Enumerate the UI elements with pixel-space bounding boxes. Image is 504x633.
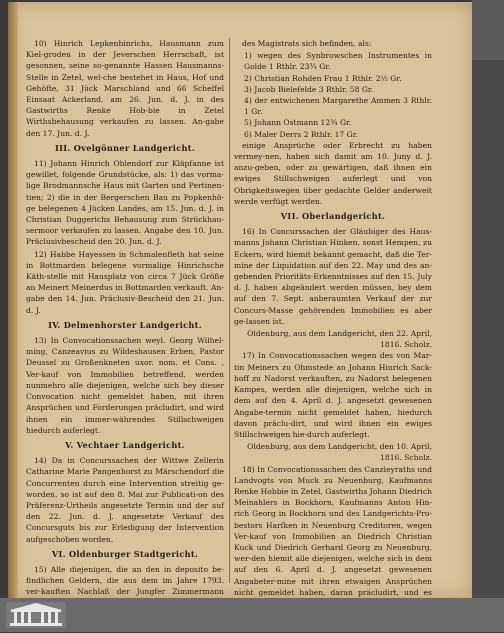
page-binding-edge: [8, 2, 18, 598]
deposit-intro: des Magistrats sich befinden, als:: [242, 39, 372, 48]
notice-18: 18) In Convocationssachen des Canzleyraths und Landvogts von Muck zu Neuenburg, Kaufmanns Renke Hobbie in Zetel, Gastwirths Johann Diedrich Meinahlers in Bockhorn, Kaufmanns Anton Hin-rich Georg in Bockhorn und des Landgerichts-Pro-bestors Harfken in Neuenburg Creditoren, wegen Ver-kauf von Immobilien an Diedrich Christian Kuck und Diedrich Gerhard Georg zu Neuenburg, wer-den hiemit alle diejenigen, welche sich in dem auf den 6. April d. J. angesetzt gewesenen Angabeter-mine mit ihren etwaigen Ansprüchen nicht gemeldet haben, daran präcludirt, und es: [234, 464, 432, 597]
deposit-item: 5) Johann Ostmann 12¾ Gr.: [244, 118, 352, 128]
notice-13: 13) In Convocationssachen weyl. Georg Wilhel-ming, Canzeavius zu Wildeshausen Erben, Pastor Deussel zu Großenkneten uxor. nom. et Cons. , Ver-kauf von Immobilien betreffend, werden nunmehro alle diejenigen, welche sich bey dieser Convocation nicht gemeldet haben, mit ihren Ansprüchen und Forderungen präcludirt, und wird ihnen ein immer-währendes Stillschweigen hiedurch auferlegt.: [26, 336, 224, 435]
right-column: [234, 38, 432, 633]
notice-12: 12) Habbe Hayessen in Schmalenfleth hat seine in Bottmarden belegene vormalige Hinrichsche Käth-stelle mit Hausplatz von circa 7 Jück Größe an Meinert Meinerdus in Bottmarden verkauft. An-gabe den 14. Jun. Präclusiv-Bescheid den 21. Jun. d. J.: [26, 249, 224, 315]
deposit-item: 6) Maler Derrs 2 Rthlr. 17 Gr.: [244, 129, 358, 139]
viewer-footer-bar: [0, 598, 504, 632]
notice-10: 10) Hinrich Lepkenhinrichs, Hausmann zum Kiel-groden in der Jeverschen Herrschaft, ist gesonnen, seine so-genannte Hassen Hausmanns-Stelle in Zetel, wel-che bestehet in Haus, Hof und Gehöfte, 31 Jück Marschland und 66 Scheffel Einsaat Ackerland, am 26. Jun. d. J. in des Gastwirths Renke Hob-bie in Zetel Wirthsbehausung verkaufen zu lassen. An-gabe den 17. Jun. d. J.: [26, 39, 224, 138]
section-heading-ovelgoenne: III. Ovelgönner Landgericht.: [55, 142, 195, 153]
notice-14: 14) Da in Concurssachen der Wittwe Zellerin Catharine Marie Pangenhorst zu Märschendorf die Concurrenten durch eine Intervention streitig ge-worden, so ist auf den 8. Mai zur Publicati-on des Präferenz-Urtheils angesetzte Termin und der auf den 22. Jun. d. J. angesetzte Verkauf des Concursguts bis zur Erledigung der Intervention aufgeschoben worden.: [26, 456, 224, 544]
library-building-icon: [4, 600, 68, 630]
deposit-item: 4) der entwichenen Margarethe Ammen 3 Rthlr. 1 Gr.: [244, 96, 432, 117]
notice-11: 11) Johann Hinrich Ohlendorf zur Kläpfanne ist gewillet, folgende Grundstücke, als: 1) das vorma-lige Brodmannsche Haus mit Garten und Pertinen-tien; 2) die in der Bergerschen Bau zu Popkenhö-ge belegenen 4 Jücken Landes, am 15. Jun. d. J. in Christian Duggerichs Behausung zum Strückhau-sermoor verkaufen zu lassen. Angabe den 10. Jun. Präclusivbescheid den 20. Jun. d. J.: [26, 159, 224, 247]
deposit-list: [234, 50, 432, 140]
newspaper-page: [8, 2, 472, 598]
section-heading-delmenhorst: IV. Delmenhorster Landgericht.: [48, 319, 202, 330]
section-heading-oberland: VII. Oberlandgericht.: [280, 211, 386, 222]
deposit-item: 2) Christian Rohden Frau 1 Rthlr. 2½ Gr.: [244, 73, 402, 83]
deposit-item: 1) wegen des Synbrowschen Instrumentes in Golde 1 Rthlr. 23¾ Gr.: [244, 51, 432, 72]
notice-16: 16) In Concurssachen der Gläubiger des Haus-manns Johann Christian Hinken, sonst Hempen, zu Eckern, wird hiemit bekannt gemacht, daß die Ter-mine der Liquidation auf den 22. May und des an-gebenden Prioritäts-Erkenntnisses auf den 15. July d. J. haben abgeändert werden müssen, bey dem auf den 7. Sept. anberaumten Verkauf der zur Concurs-Masse gehörenden Immobilien es aber ge-lassen ist.: [234, 227, 432, 326]
column-divider: [229, 38, 230, 583]
signature-16: Oldenburg, aus dem Landgericht, den 22. April, 1816. Scholz.: [247, 329, 432, 350]
left-column: [26, 38, 224, 632]
notice-15: 15) Alle diejenigen, die an den in deposito be-findlichen Geldern, die aus dem im Jahre 1793. ver-kauften Nachlaß der Jungfer Zimmermann: [26, 564, 224, 597]
section-heading-vechta: V. Vechtaer Landgericht.: [65, 439, 185, 450]
viewer-side-tab[interactable]: [472, 0, 504, 60]
notice-17: 17) In Convocationssachen wegen des von Mar-tin Meiners zu Ohmstede an Johann Hinrich Sack-hoff zu Nadorst verkauften, zu Nadorst belegenen Kampes, werden alle diejenigen, welche sich in dem auf den 4. April d. J. angesetzt gewesenen Angabe-termin nicht gemeldet haben, hiedurch davon präclu-dirt, und wird ihnen ein ewiges Stillschweigen hie-durch auferlegt.: [234, 351, 432, 439]
section-heading-oldenburg-stadt: VI. Oldenburger Stadtgericht.: [51, 548, 199, 559]
deposit-claim-text: einige Ansprüche oder Erbrecht zu haben vermey-nen, haben sich damit am 10. Juny d. J. anzu-geben, oder zu gewärtigen, daß ihnen ein ewiges Stillschweigen auferlegt und von Obrigkeitswegen über gedachte Gelder anderweit werde verfügt werden.: [234, 140, 432, 206]
deposit-item: 3) Jacob Bielefelde 3 Rthlr. 58 Gr.: [244, 84, 374, 94]
signature-17: Oldenburg, aus dem Landgericht, den 10. April, 1816. Scholz.: [247, 442, 432, 463]
viewer-side-panel: [472, 0, 504, 632]
